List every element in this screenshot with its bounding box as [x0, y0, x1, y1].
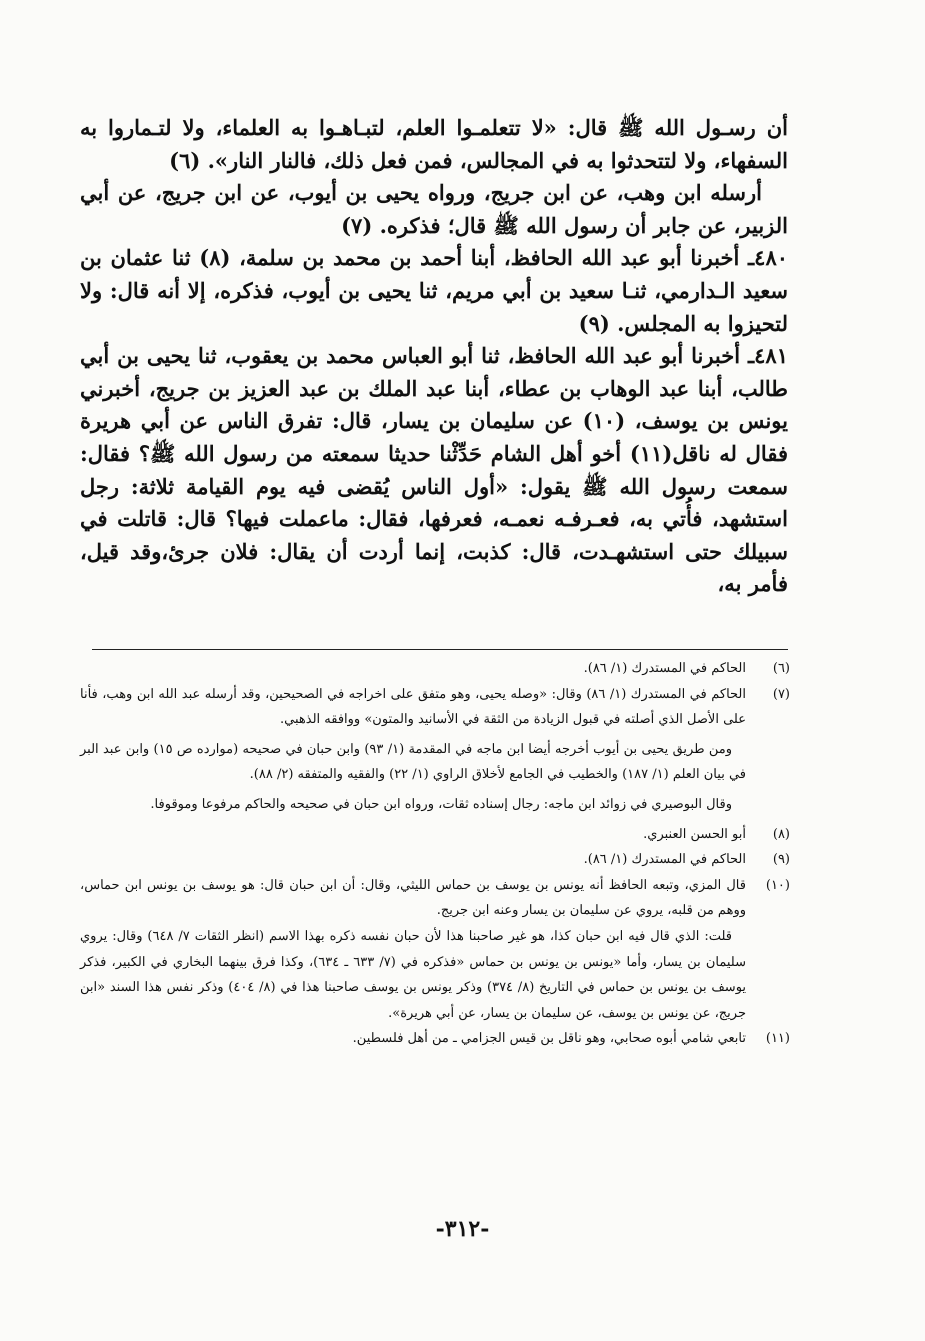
footnote-text: أبو الحسن العنبري.: [643, 826, 746, 842]
footnote: [80, 682, 790, 733]
footnote-continuation: وقال البوصيري في زوائد ابن ماجه: رجال إسناده ثقات، ورواه ابن حبان في صحيحه والحاكم مرفوعا وموقوفا.: [150, 796, 732, 812]
hadith-480-paragraph: ٤٨٠ـ أخبرنا أبو عبد الله الحافظ، أبنا أحمد بن محمد بن سلمة، (٨) ثنا عثمان بن سعيد الـدارمي، ثنـا سعيد بن أبي مريم، ثنا يحيى بن أيوب، فذكره، إلا أنه قال: ولا لتحيزوا به المجلس. (٩): [80, 245, 789, 336]
main-paragraph: أن رسـول الله ﷺ قال: «لا تتعلمـوا العلم، لتبـاهـوا به العلماء، ولا لتـماروا به السفهاء، ولا لتتحدثوا به في المجالس، فمن فعل ذلك، فالنار النار». (٦): [80, 115, 788, 173]
footnote: [80, 873, 790, 924]
footnote-number: (٨): [772, 826, 790, 842]
footnote-separator: [92, 649, 788, 650]
footnote-number: (٧): [772, 686, 790, 702]
footnote-number: (٦): [772, 661, 790, 676]
main-paragraph: أرسله ابن وهب، عن ابن جريج، ورواه يحيى بن أيوب، عن ابن جريج، عن أبي الزبير، عن جابر أن رسول الله ﷺ قال؛ فذكره. (٧): [80, 180, 788, 238]
footnote: [80, 847, 790, 873]
footnote-number: (٩): [772, 852, 790, 868]
footnote-continuation: قلت: الذي قال فيه ابن حبان كذا، هو غير صاحبنا هذا لأن حبان نفسه ذكره بهذا الاسم (انظر الثقات ٧/ ٦٤٨) وقال: يروي سليمان بن يسار، وأما «يونس بن يونس بن حماس «فذكره في (٧/ ٦٣٣ ـ ٦٣٤)، وكذا فرق بينهما البخاري في الكبير، فذكر يوسف بن يونس بن حماس في التاريخ (٨/ ٣٧٤) وذكر يونس بن يوسف صاحبنا هذا في (٨/ ٤٠٤) وذكر نفس هذا السند «ابن جريج، عن يونس بن يوسف، عن سليمان بن يسار، عن أبي هريرة».: [80, 928, 747, 1021]
footnote-number: (١١): [765, 1031, 790, 1047]
footnote-text: الحاكم في المستدرك (١/ ٨٦).: [583, 852, 746, 868]
footnote-text: تابعي شامي أبوه صحابي، وهو ناقل بن قيس الجزامي ـ من أهل فلسطين.: [352, 1031, 746, 1047]
footnote-number: (١٠): [765, 877, 790, 893]
page-number: -٣١٢-: [435, 1216, 490, 1242]
footnote: [80, 656, 790, 682]
footnote-text: قال المزي، وتبعه الحافظ أنه يونس بن يوسف بن حماس الليثي، وقال: أن ابن حبان قال: هو يوسف بن يونس ابن حماس، ووهم من قلبه، يروي عن سليمان بن يسار وعنه ابن جريج.: [80, 877, 746, 919]
footnotes: [80, 656, 790, 1052]
footnote: [80, 822, 790, 848]
main-text: [80, 112, 788, 601]
footnote-continuation: ومن طريق يحيى بن أيوب أخرجه أيضا ابن ماجه في المقدمة (١/ ٩٣) وابن حبان في صحيحه (موارده ص ١٥) وابن عبد البر في بيان العلم (١/ ١٨٧) والخطيب في الجامع لأخلاق الراوي (١/ ٢٢) والفقيه والمتفقه (٢/ ٨٨).: [80, 741, 746, 783]
hadith-481-paragraph: ٤٨١ـ أخبرنا أبو عبد الله الحافظ، ثنا أبو العباس محمد بن يعقوب، ثنا يحيى بن أبي طالب، أبنا عبد الوهاب بن عطاء، أبنا عبد الملك بن عبد العزيز بن جريج، أخبرني يونس بن يوسف، (١٠) عن سليمان بن يسار، قال: تفرق الناس عن أبي هريرة فقال له ناقل(١١) أخو أهل الشام حَدِّثْنا حديثا سمعته من رسول الله ﷺ؟ فقال: سمعت رسول الله ﷺ يقول: «أول الناس يُقضى فيه يوم القيامة ثلاثة: رجل استشهد، فأُتي به، فعـرفـه نعمـه، فعرفها، فقال: ماعملت فيها؟ قال: قاتلت في سبيلك حتى استشهـدت، قال: كذبت، إنما أردت أن يقال: فلان جرئ،وقد قيل، فأمر به،: [80, 343, 788, 597]
footnote-text: الحاكم في المستدرك (١/ ٨٦).: [583, 661, 746, 676]
footnote: [80, 1026, 790, 1052]
footnote-text: الحاكم في المستدرك (١/ ٨٦) وقال: «وصله يحيى، وهو متفق على اخراجه في الصحيحين، وقد أرسله عبد الله ابن وهب، فأنا على الأصل الذي أصلته في قبول الزيادة من الثقة في الأسانيد والمتون» ووافقه الذهبي.: [80, 686, 746, 728]
